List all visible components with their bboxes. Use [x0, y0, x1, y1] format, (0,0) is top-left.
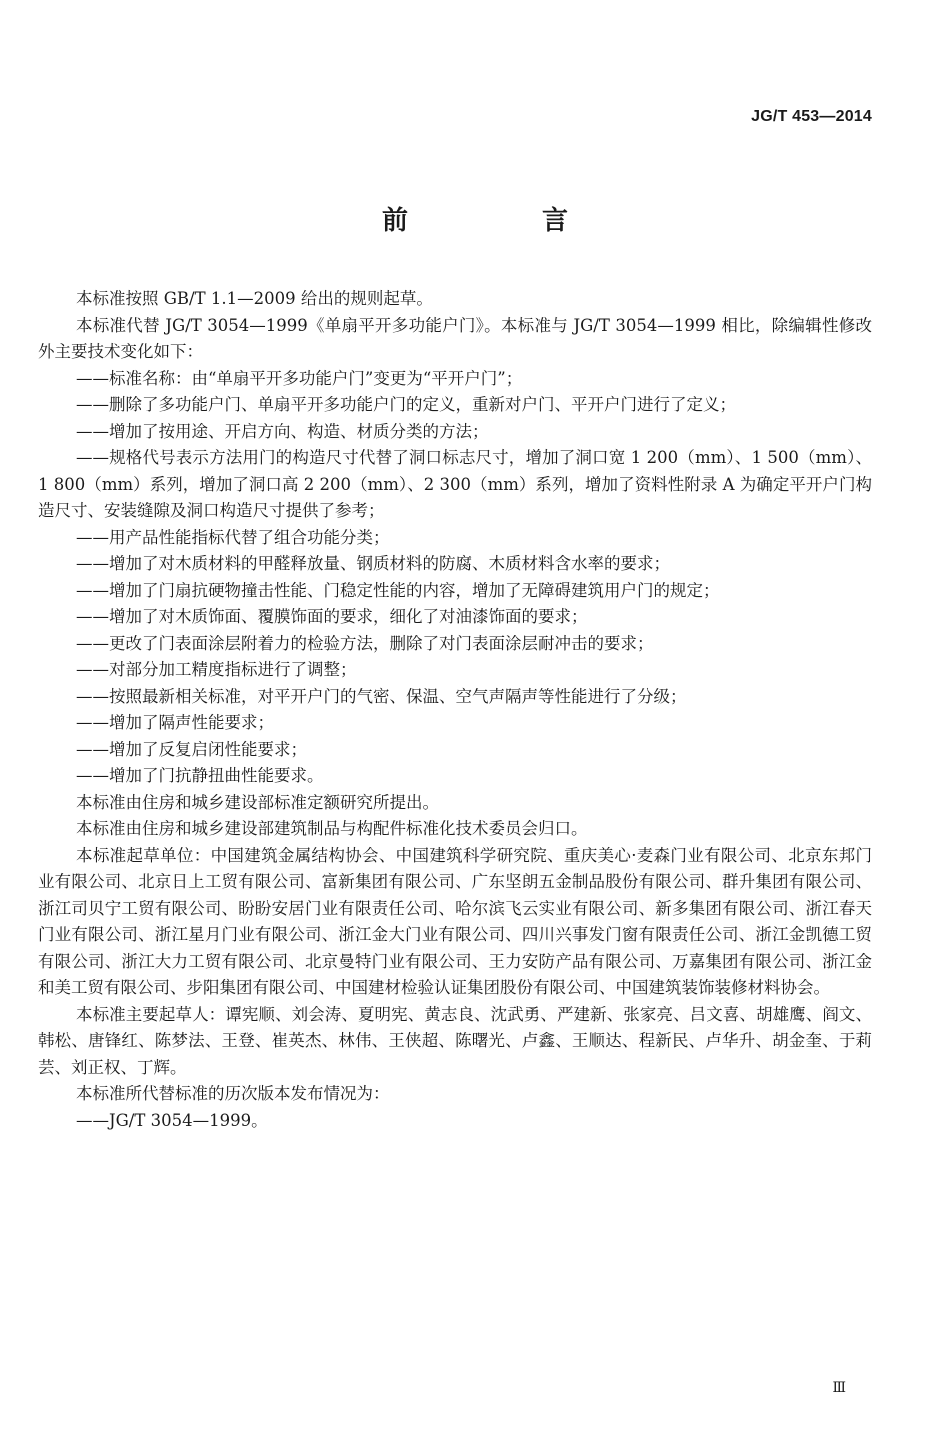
- change-list-item: ——增加了按用途、开启方向、构造、材质分类的方法；: [76, 421, 489, 441]
- change-list-item: ——更改了门表面涂层附着力的检验方法，删除了对门表面涂层耐冲击的要求；: [76, 633, 654, 653]
- paragraph: 本标准所代替标准的历次版本发布情况为：: [76, 1084, 390, 1103]
- change-list-item: ——增加了对木质饰面、覆膜饰面的要求，细化了对油漆饰面的要求；: [76, 607, 588, 626]
- drafting-units-paragraph: 本标准起草单位：中国建筑金属结构协会、中国建筑科学研究院、重庆美心·麦森门业有限公司、北京东邦门业有限公司、北京日上工贸有限公司、富新集团有限公司、广东坚朗五金制品股份有限公司、群升集团有限公司、浙江司贝宁工贸有限公司、盼盼安居门业有限责任公司、哈尔滨飞云实业有限公司、新多集团有限公司、浙江春天门业有限公司、浙江星月门业有限公司、浙江金大门业有限公司、四川兴事发门窗有限责任公司、浙江金凯德工贸有限公司、浙江大力工贸有限公司、北京曼特门业有限公司、王力安防产品有限公司、万嘉集团有限公司、浙江金和美工贸有限公司、步阳集团有限公司、中国建材检验认证集团股份有限公司、中国建筑装饰装修材料协会。: [38, 845, 872, 997]
- change-list-item: ——删除了多功能户门、单扇平开多功能户门的定义，重新对户门、平开户门进行了定义；: [76, 395, 736, 414]
- change-list-item: ——增加了门扇抗硬物撞击性能、门稳定性能的内容，增加了无障碍建筑用户门的规定；: [76, 580, 720, 600]
- change-list-item: ——用产品性能指标代替了组合功能分类；: [76, 527, 390, 547]
- change-list-item: ——增加了反复启闭性能要求；: [76, 739, 307, 759]
- change-list-item: ——增加了门抗静扭曲性能要求。: [76, 766, 324, 785]
- change-list-item: ——规格代号表示方法用门的构造尺寸代替了洞口标志尺寸，增加了洞口宽 1 200（mm）、1 500（mm）、1 800（mm）系列，增加了洞口高 2 200（mm）、2 300（mm）系列，增加了资料性附录 A 为确定平开户门构造尺寸、安装缝隙及洞口构造尺寸提供了参考；: [38, 448, 872, 520]
- page-title: 前 言: [381, 206, 622, 236]
- change-list-item: ——按照最新相关标准，对平开户门的气密、保温、空气声隔声等性能进行了分级；: [76, 686, 687, 706]
- standard-code: JG/T 453—2014: [751, 108, 872, 125]
- change-list-item: ——增加了隔声性能要求；: [76, 713, 274, 732]
- change-list-item: ——标准名称：由“单扇平开多功能户门”变更为“平开户门”；: [76, 368, 523, 388]
- paragraph: 本标准由住房和城乡建设部标准定额研究所提出。: [76, 792, 439, 812]
- change-list-item: ——对部分加工精度指标进行了调整；: [76, 660, 357, 679]
- foreword-body: [38, 286, 872, 1134]
- paragraph: 本标准由住房和城乡建设部建筑制品与构配件标准化技术委员会归口。: [76, 819, 588, 838]
- page-number: Ⅲ: [832, 1380, 846, 1396]
- paragraph: 本标准代替 JG/T 3054—1999《单扇平开多功能户门》。本标准与 JG/T 3054—1999 相比，除编辑性修改外主要技术变化如下：: [38, 315, 872, 361]
- paragraph: 本标准按照 GB/T 1.1—2009 给出的规则起草。: [76, 289, 433, 308]
- main-drafters-paragraph: 本标准主要起草人：谭宪顺、刘会涛、夏明宪、黄志良、沈武勇、严建新、张家亮、吕文喜、胡雄鹰、阎文、韩松、唐锋红、陈梦法、王登、崔英杰、林伟、王侠超、陈曙光、卢鑫、王顺达、程新民、卢华升、胡金奎、于莉芸、刘正权、丁辉。: [38, 1004, 872, 1077]
- change-list-item: ——增加了对木质材料的甲醛释放量、钢质材料的防腐、木质材料含水率的要求；: [76, 554, 670, 573]
- change-list-item: ——JG/T 3054—1999。: [76, 1110, 268, 1130]
